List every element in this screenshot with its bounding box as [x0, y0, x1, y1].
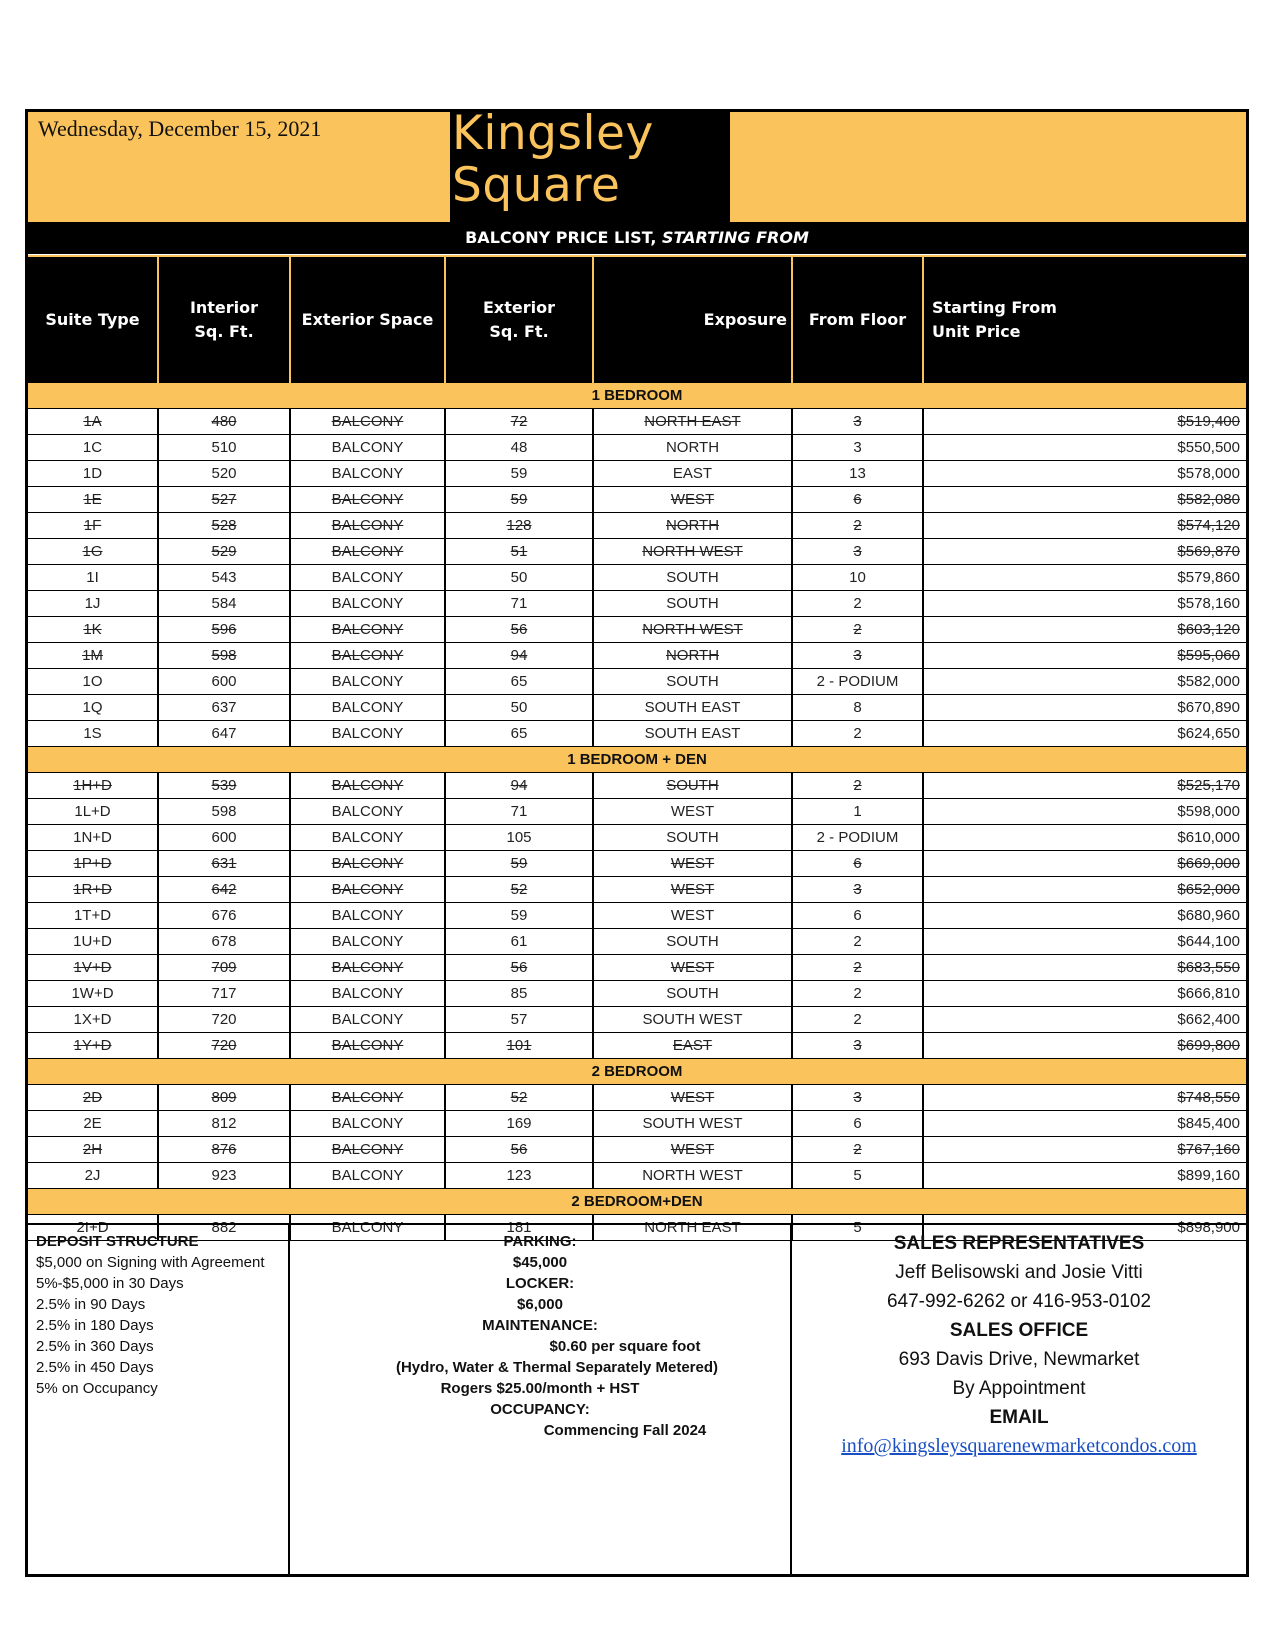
col-exposure: Exposure — [594, 257, 793, 383]
cell-starting-price: $578,160 — [1177, 595, 1240, 612]
cell-from-floor: 2 — [793, 721, 924, 746]
cell-exterior-space: BALCONY — [291, 1111, 446, 1136]
cell-exterior-sqft: 71 — [446, 799, 594, 824]
table-row — [28, 903, 1246, 929]
table-row — [28, 721, 1246, 747]
parking-value: $45,000 — [512, 1254, 568, 1271]
deposit-structure — [28, 1225, 290, 1574]
cell-interior-sqft: 529 — [159, 539, 291, 564]
cell-from-floor: 5 — [793, 1215, 924, 1240]
cell-exterior-space: BALCONY — [291, 1033, 446, 1058]
cell-exterior-space: BALCONY — [291, 617, 446, 642]
cell-starting-price: $652,000 — [1177, 881, 1240, 898]
locker-value: $6,000 — [517, 1296, 563, 1313]
cell-exposure: WEST — [594, 851, 793, 876]
cell-exterior-sqft: 57 — [446, 1007, 594, 1032]
cell-from-floor: 6 — [793, 903, 924, 928]
cell-exposure: SOUTH WEST — [594, 1007, 793, 1032]
cell-exposure: SOUTH — [594, 825, 793, 850]
table-row — [28, 1033, 1246, 1059]
cell-starting-price: $845,400 — [1177, 1115, 1240, 1132]
cell-interior-sqft: 543 — [159, 565, 291, 590]
cell-from-floor: 6 — [793, 851, 924, 876]
price-list-title — [28, 222, 1246, 254]
cell-exterior-space: BALCONY — [291, 409, 446, 434]
table-row — [28, 1111, 1246, 1137]
cell-starting-price: $669,000 — [1177, 855, 1240, 872]
col-exterior-sqft: Exterior Sq. Ft. — [446, 257, 594, 383]
sales-contact — [792, 1225, 1246, 1578]
cell-interior-sqft: 709 — [159, 955, 291, 980]
footer-info — [28, 1223, 1246, 1574]
table-row — [28, 981, 1246, 1007]
cell-starting-price: $595,060 — [1177, 647, 1240, 664]
cell-interior-sqft: 809 — [159, 1085, 291, 1110]
table-row — [28, 955, 1246, 981]
cell-starting-price: $670,890 — [1177, 699, 1240, 716]
cell-suite-type: 1T+D — [28, 903, 159, 928]
col-interior-sqft: Interior Sq. Ft. — [159, 257, 291, 383]
cell-interior-sqft: 720 — [159, 1007, 291, 1032]
table-row — [28, 435, 1246, 461]
deposit-line: 2.5% in 450 Days — [36, 1359, 154, 1376]
maintenance-value: $0.60 per square foot — [549, 1338, 701, 1355]
cell-exposure: NORTH — [594, 643, 793, 668]
cell-suite-type: 1H+D — [28, 773, 159, 798]
table-row — [28, 565, 1246, 591]
cell-from-floor: 2 — [793, 981, 924, 1006]
table-row — [28, 1163, 1246, 1189]
cell-suite-type: 2I+D — [28, 1215, 159, 1240]
fees-block — [290, 1225, 792, 1574]
cell-starting-price: $610,000 — [1177, 829, 1240, 846]
price-list-sheet — [25, 106, 1249, 1577]
cell-exterior-space: BALCONY — [291, 825, 446, 850]
cell-starting-price: $899,160 — [1177, 1167, 1240, 1184]
sales-reps-title: SALES REPRESENTATIVES — [893, 1233, 1145, 1254]
cell-from-floor: 8 — [793, 695, 924, 720]
cell-exterior-space: BALCONY — [291, 1215, 446, 1240]
header-banner — [28, 106, 1246, 222]
logo-line-2: Square — [452, 158, 621, 213]
section-header: 2 BEDROOM+DEN — [28, 1189, 1246, 1215]
cell-suite-type: 1K — [28, 617, 159, 642]
cell-exterior-space: BALCONY — [291, 799, 446, 824]
cell-starting-price: $683,550 — [1177, 959, 1240, 976]
cell-interior-sqft: 600 — [159, 669, 291, 694]
cell-exterior-sqft: 56 — [446, 617, 594, 642]
cell-exposure: SOUTH — [594, 565, 793, 590]
cell-suite-type: 1J — [28, 591, 159, 616]
table-row — [28, 825, 1246, 851]
table-row — [28, 1137, 1246, 1163]
table-row — [28, 929, 1246, 955]
cell-exposure: EAST — [594, 1033, 793, 1058]
cell-exposure: NORTH EAST — [594, 409, 793, 434]
cell-exposure: WEST — [594, 903, 793, 928]
cell-exterior-sqft: 181 — [446, 1215, 594, 1240]
cell-from-floor: 13 — [793, 461, 924, 486]
deposit-line: 5%-$5,000 in 30 Days — [36, 1275, 184, 1292]
cell-interior-sqft: 923 — [159, 1163, 291, 1188]
cell-interior-sqft: 510 — [159, 435, 291, 460]
maintenance-label: MAINTENANCE: — [482, 1317, 598, 1334]
cell-exterior-sqft: 85 — [446, 981, 594, 1006]
cell-starting-price: $699,800 — [1177, 1037, 1240, 1054]
cell-exterior-space: BALCONY — [291, 539, 446, 564]
table-row — [28, 461, 1246, 487]
cell-exterior-sqft: 94 — [446, 773, 594, 798]
cell-suite-type: 1W+D — [28, 981, 159, 1006]
cell-from-floor: 2 — [793, 1007, 924, 1032]
cell-starting-price: $624,650 — [1177, 725, 1240, 742]
cell-starting-price: $598,000 — [1177, 803, 1240, 820]
cell-exterior-sqft: 61 — [446, 929, 594, 954]
cell-starting-price: $578,000 — [1177, 465, 1240, 482]
cell-exterior-space: BALCONY — [291, 669, 446, 694]
cell-exterior-sqft: 59 — [446, 851, 594, 876]
kingsley-square-logo — [450, 106, 730, 222]
cell-exterior-space: BALCONY — [291, 435, 446, 460]
cell-suite-type: 1M — [28, 643, 159, 668]
cell-exterior-space: BALCONY — [291, 955, 446, 980]
cell-interior-sqft: 527 — [159, 487, 291, 512]
cell-starting-price: $767,160 — [1177, 1141, 1240, 1158]
cell-suite-type: 1Q — [28, 695, 159, 720]
cell-interior-sqft: 876 — [159, 1137, 291, 1162]
sales-office-address: 693 Davis Drive, Newmarket — [898, 1349, 1140, 1370]
cell-suite-type: 1N+D — [28, 825, 159, 850]
cell-exterior-space: BALCONY — [291, 487, 446, 512]
sales-office-title: SALES OFFICE — [949, 1320, 1089, 1341]
email-title: EMAIL — [989, 1407, 1049, 1428]
cell-from-floor: 2 — [793, 617, 924, 642]
table-row — [28, 409, 1246, 435]
cell-interior-sqft: 528 — [159, 513, 291, 538]
cell-exposure: NORTH WEST — [594, 539, 793, 564]
cell-from-floor: 3 — [793, 1085, 924, 1110]
cell-from-floor: 2 — [793, 773, 924, 798]
cell-exterior-space: BALCONY — [291, 721, 446, 746]
cell-starting-price: $680,960 — [1177, 907, 1240, 924]
logo-line-1: Kingsley — [452, 106, 654, 161]
col-exterior-space: Exterior Space — [291, 257, 446, 383]
cell-exterior-sqft: 71 — [446, 591, 594, 616]
table-row — [28, 591, 1246, 617]
cell-exterior-space: BALCONY — [291, 929, 446, 954]
cell-exterior-sqft: 56 — [446, 1137, 594, 1162]
table-row — [28, 669, 1246, 695]
cell-suite-type: 1D — [28, 461, 159, 486]
column-header-row — [28, 255, 1246, 383]
cell-from-floor: 3 — [793, 409, 924, 434]
cell-exterior-sqft: 65 — [446, 669, 594, 694]
cell-from-floor: 2 — [793, 1137, 924, 1162]
cell-suite-type: 2E — [28, 1111, 159, 1136]
cell-starting-price: $748,550 — [1177, 1089, 1240, 1106]
cell-suite-type: 1Y+D — [28, 1033, 159, 1058]
rogers-fee: Rogers $25.00/month + HST — [440, 1380, 640, 1397]
cell-exposure: SOUTH — [594, 981, 793, 1006]
cell-interior-sqft: 812 — [159, 1111, 291, 1136]
table-row — [28, 773, 1246, 799]
cell-interior-sqft: 539 — [159, 773, 291, 798]
table-row — [28, 1007, 1246, 1033]
cell-exterior-space: BALCONY — [291, 591, 446, 616]
cell-exterior-space: BALCONY — [291, 461, 446, 486]
cell-suite-type: 1A — [28, 409, 159, 434]
col-suite-type: Suite Type — [28, 257, 159, 383]
occupancy-label: OCCUPANCY: — [490, 1401, 590, 1418]
cell-interior-sqft: 882 — [159, 1215, 291, 1240]
cell-suite-type: 1L+D — [28, 799, 159, 824]
cell-exterior-sqft: 101 — [446, 1033, 594, 1058]
cell-exposure: SOUTH — [594, 773, 793, 798]
cell-from-floor: 3 — [793, 1033, 924, 1058]
title-italic: STARTING FROM — [661, 228, 809, 247]
sales-office-hours: By Appointment — [952, 1378, 1086, 1399]
cell-suite-type: 1G — [28, 539, 159, 564]
cell-exterior-sqft: 52 — [446, 877, 594, 902]
cell-exposure: NORTH EAST — [594, 1215, 793, 1240]
table-row — [28, 513, 1246, 539]
cell-suite-type: 1U+D — [28, 929, 159, 954]
cell-exterior-space: BALCONY — [291, 851, 446, 876]
sales-reps-names: Jeff Belisowski and Josie Vitti — [895, 1262, 1143, 1283]
deposit-line: 5% on Occupancy — [36, 1380, 158, 1397]
cell-starting-price: $550,500 — [1177, 439, 1240, 456]
cell-starting-price: $644,100 — [1177, 933, 1240, 950]
price-list-date: Wednesday, December 15, 2021 — [38, 116, 322, 141]
cell-exterior-sqft: 128 — [446, 513, 594, 538]
cell-exterior-sqft: 169 — [446, 1111, 594, 1136]
cell-interior-sqft: 480 — [159, 409, 291, 434]
cell-interior-sqft: 676 — [159, 903, 291, 928]
cell-suite-type: 2H — [28, 1137, 159, 1162]
email-link[interactable]: info@kingsleysquarenewmarketcondos.com — [841, 1435, 1197, 1457]
cell-from-floor: 3 — [793, 877, 924, 902]
cell-exterior-space: BALCONY — [291, 773, 446, 798]
deposit-line: 2.5% in 90 Days — [36, 1296, 146, 1313]
cell-interior-sqft: 520 — [159, 461, 291, 486]
cell-starting-price: $898,900 — [1177, 1219, 1240, 1236]
cell-exposure: SOUTH EAST — [594, 721, 793, 746]
cell-starting-price: $525,170 — [1177, 777, 1240, 794]
cell-suite-type: 1C — [28, 435, 159, 460]
cell-exterior-space: BALCONY — [291, 695, 446, 720]
cell-exposure: WEST — [594, 1137, 793, 1162]
cell-exposure: WEST — [594, 955, 793, 980]
cell-from-floor: 2 - PODIUM — [793, 669, 924, 694]
locker-label: LOCKER: — [505, 1275, 575, 1292]
col-starting-price: Starting From Unit Price — [932, 298, 1057, 341]
table-row — [28, 539, 1246, 565]
cell-from-floor: 6 — [793, 1111, 924, 1136]
cell-exterior-sqft: 56 — [446, 955, 594, 980]
cell-exterior-sqft: 52 — [446, 1085, 594, 1110]
cell-exterior-space: BALCONY — [291, 643, 446, 668]
section-header: 2 BEDROOM — [28, 1059, 1246, 1085]
cell-from-floor: 1 — [793, 799, 924, 824]
cell-exposure: SOUTH — [594, 669, 793, 694]
col-from-floor: From Floor — [793, 257, 924, 383]
cell-exposure: NORTH WEST — [594, 1163, 793, 1188]
cell-interior-sqft: 717 — [159, 981, 291, 1006]
cell-exterior-sqft: 94 — [446, 643, 594, 668]
cell-exterior-sqft: 50 — [446, 695, 594, 720]
maintenance-note: (Hydro, Water & Thermal Separately Metered) — [395, 1359, 719, 1376]
cell-exterior-space: BALCONY — [291, 513, 446, 538]
table-row — [28, 877, 1246, 903]
parking-label: PARKING: — [503, 1233, 577, 1250]
cell-suite-type: 1E — [28, 487, 159, 512]
title-plain: BALCONY PRICE LIST, — [465, 228, 662, 247]
section-header: 1 BEDROOM — [28, 383, 1246, 409]
cell-from-floor: 2 — [793, 955, 924, 980]
cell-exterior-sqft: 59 — [446, 903, 594, 928]
cell-from-floor: 10 — [793, 565, 924, 590]
cell-exterior-sqft: 51 — [446, 539, 594, 564]
table-row — [28, 487, 1246, 513]
deposit-line: 2.5% in 360 Days — [36, 1338, 154, 1355]
cell-exposure: NORTH WEST — [594, 617, 793, 642]
cell-suite-type: 1I — [28, 565, 159, 590]
cell-interior-sqft: 584 — [159, 591, 291, 616]
cell-from-floor: 2 - PODIUM — [793, 825, 924, 850]
cell-exterior-space: BALCONY — [291, 1007, 446, 1032]
cell-exposure: SOUTH — [594, 591, 793, 616]
cell-exterior-sqft: 72 — [446, 409, 594, 434]
cell-starting-price: $582,000 — [1177, 673, 1240, 690]
cell-exposure: SOUTH — [594, 929, 793, 954]
occupancy-value: Commencing Fall 2024 — [543, 1422, 707, 1439]
cell-starting-price: $603,120 — [1177, 621, 1240, 638]
cell-suite-type: 1P+D — [28, 851, 159, 876]
cell-suite-type: 1V+D — [28, 955, 159, 980]
cell-exterior-sqft: 50 — [446, 565, 594, 590]
cell-exterior-space: BALCONY — [291, 981, 446, 1006]
cell-exterior-sqft: 65 — [446, 721, 594, 746]
cell-interior-sqft: 642 — [159, 877, 291, 902]
cell-interior-sqft: 600 — [159, 825, 291, 850]
cell-interior-sqft: 720 — [159, 1033, 291, 1058]
cell-from-floor: 3 — [793, 643, 924, 668]
section-header: 1 BEDROOM + DEN — [28, 747, 1246, 773]
cell-suite-type: 2J — [28, 1163, 159, 1188]
cell-suite-type: 1O — [28, 669, 159, 694]
cell-starting-price: $666,810 — [1177, 985, 1240, 1002]
cell-exposure: NORTH — [594, 435, 793, 460]
cell-exterior-space: BALCONY — [291, 565, 446, 590]
cell-exterior-space: BALCONY — [291, 1137, 446, 1162]
cell-suite-type: 1F — [28, 513, 159, 538]
cell-exterior-space: BALCONY — [291, 1085, 446, 1110]
cell-exterior-sqft: 105 — [446, 825, 594, 850]
cell-interior-sqft: 598 — [159, 799, 291, 824]
cell-from-floor: 2 — [793, 929, 924, 954]
cell-interior-sqft: 637 — [159, 695, 291, 720]
cell-interior-sqft: 631 — [159, 851, 291, 876]
cell-interior-sqft: 678 — [159, 929, 291, 954]
table-row — [28, 695, 1246, 721]
cell-exterior-sqft: 59 — [446, 461, 594, 486]
cell-exterior-sqft: 123 — [446, 1163, 594, 1188]
cell-exposure: NORTH — [594, 513, 793, 538]
cell-from-floor: 2 — [793, 591, 924, 616]
cell-starting-price: $574,120 — [1177, 517, 1240, 534]
cell-exposure: SOUTH EAST — [594, 695, 793, 720]
cell-exterior-space: BALCONY — [291, 1163, 446, 1188]
cell-from-floor: 3 — [793, 539, 924, 564]
cell-exterior-sqft: 48 — [446, 435, 594, 460]
cell-interior-sqft: 647 — [159, 721, 291, 746]
deposit-line: $5,000 on Signing with Agreement — [36, 1254, 265, 1271]
cell-exposure: SOUTH WEST — [594, 1111, 793, 1136]
table-row — [28, 1085, 1246, 1111]
table-row — [28, 643, 1246, 669]
cell-exposure: WEST — [594, 799, 793, 824]
table-row — [28, 617, 1246, 643]
cell-suite-type: 1X+D — [28, 1007, 159, 1032]
cell-exposure: WEST — [594, 877, 793, 902]
cell-from-floor: 5 — [793, 1163, 924, 1188]
cell-starting-price: $582,080 — [1177, 491, 1240, 508]
cell-exterior-space: BALCONY — [291, 877, 446, 902]
cell-exposure: EAST — [594, 461, 793, 486]
cell-from-floor: 3 — [793, 435, 924, 460]
cell-exterior-sqft: 59 — [446, 487, 594, 512]
cell-from-floor: 2 — [793, 513, 924, 538]
deposit-line: 2.5% in 180 Days — [36, 1317, 154, 1334]
cell-starting-price: $662,400 — [1177, 1011, 1240, 1028]
cell-starting-price: $519,400 — [1177, 413, 1240, 430]
deposit-title: DEPOSIT STRUCTURE — [36, 1233, 199, 1250]
cell-from-floor: 6 — [793, 487, 924, 512]
cell-suite-type: 1R+D — [28, 877, 159, 902]
table-row — [28, 851, 1246, 877]
cell-exposure: WEST — [594, 487, 793, 512]
cell-starting-price: $569,870 — [1177, 543, 1240, 560]
table-row — [28, 799, 1246, 825]
cell-interior-sqft: 598 — [159, 643, 291, 668]
cell-interior-sqft: 596 — [159, 617, 291, 642]
cell-exterior-space: BALCONY — [291, 903, 446, 928]
cell-starting-price: $579,860 — [1177, 569, 1240, 586]
sales-reps-phones: 647-992-6262 or 416-953-0102 — [886, 1291, 1152, 1312]
cell-suite-type: 1S — [28, 721, 159, 746]
cell-suite-type: 2D — [28, 1085, 159, 1110]
cell-exposure: WEST — [594, 1085, 793, 1110]
